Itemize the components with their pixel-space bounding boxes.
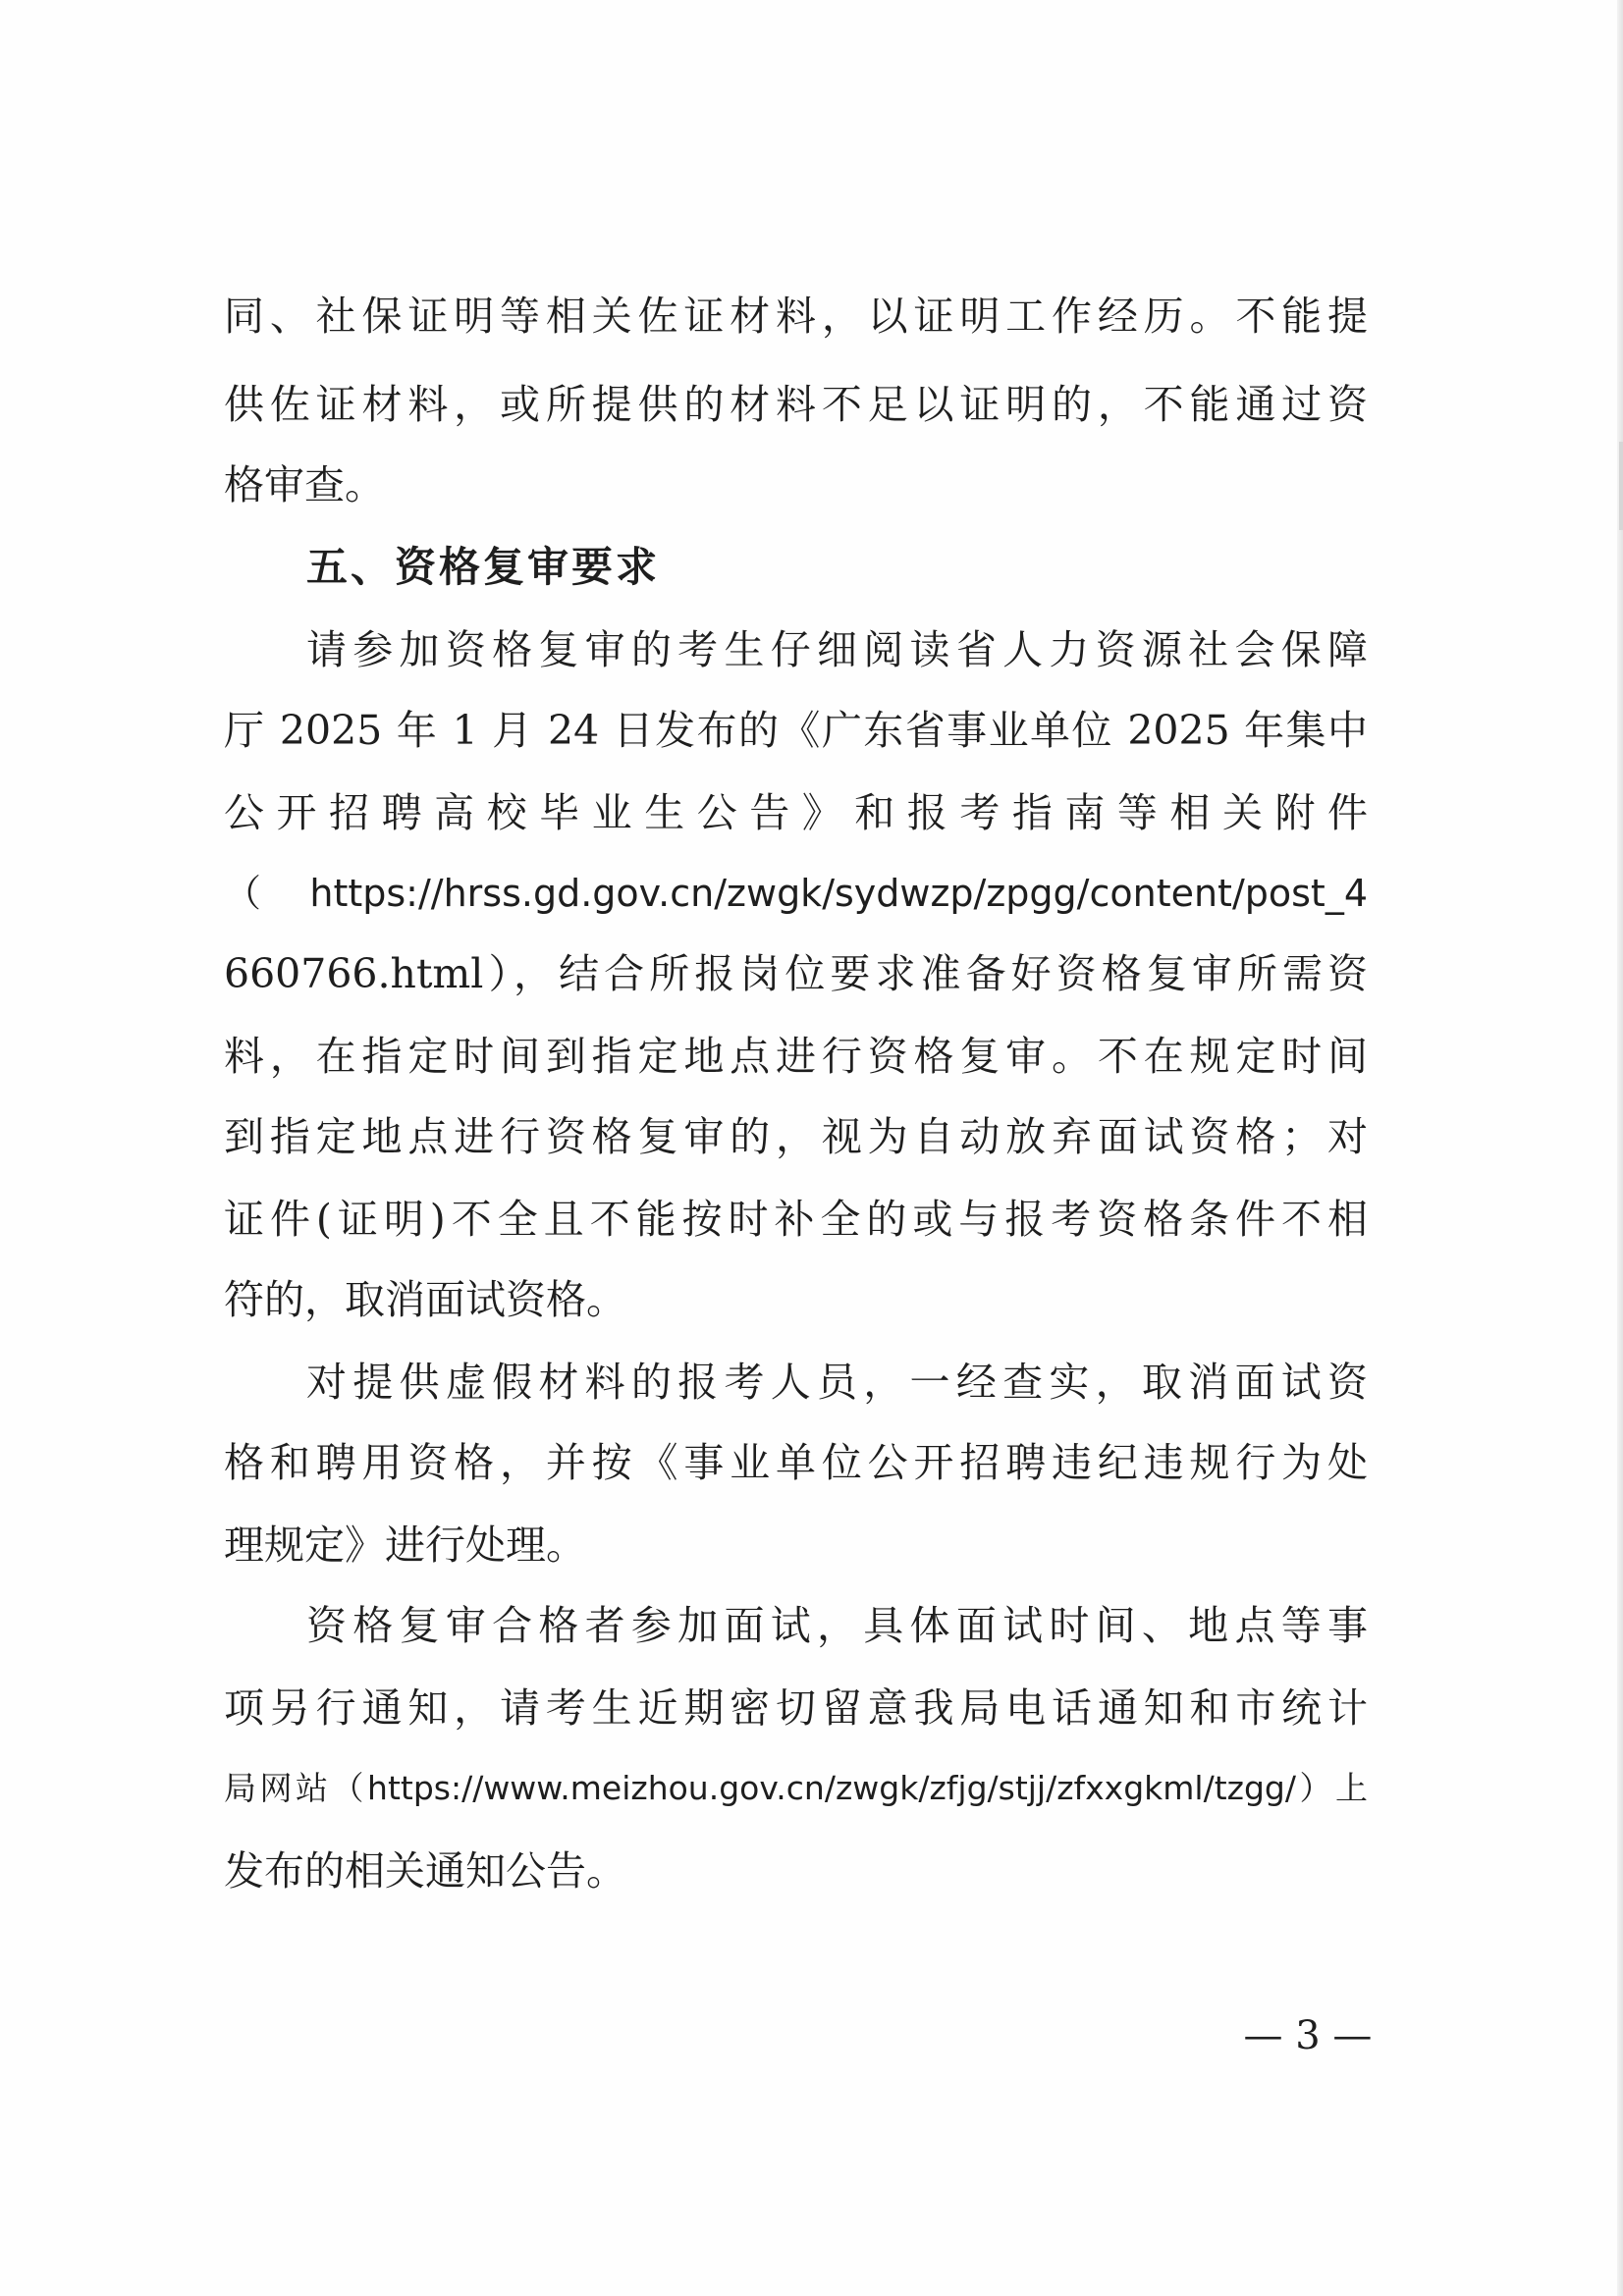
text-line: 项另行通知，请考生近期密切留意我局电话通知和市统计 [224,1684,1368,1732]
text-line: 同、社保证明等相关佐证材料，以证明工作经历。不能提 [224,293,1368,340]
page-number: — 3 — [1243,2013,1373,2058]
text-line-url: （ https://hrss.gd.gov.cn/zwgk/sydwzp/zpgg/content/post_4 [224,872,1368,915]
text-line: 公开招聘高校毕业生公告》和报考指南等相关附件 [224,789,1368,836]
text-line: 格和聘用资格，并按《事业单位公开招聘违纪违规行为处 [224,1439,1368,1486]
scan-edge-mark [1619,442,1623,530]
text-line: 证件(证明)不全且不能按时补全的或与报考资格条件不相 [224,1196,1368,1243]
text-line: 料，在指定时间到指定地点进行资格复审。不在规定时间 [224,1033,1368,1080]
text-line: 660766.html），结合所报岗位要求准备好资格复审所需资 [224,950,1368,997]
text-line: 对提供虚假材料的报考人员，一经查实，取消面试资 [306,1359,1368,1406]
text-line: 发布的相关通知公告。 [224,1847,626,1895]
text-line: 符的，取消面试资格。 [224,1276,626,1323]
text-line-url: 局网站（https://www.meizhou.gov.cn/zwgk/zfjg/stjj/zfxxgkml/tzgg/）上 [224,1769,1368,1807]
text-line: 供佐证材料，或所提供的材料不足以证明的，不能通过资 [224,381,1368,428]
text-line: 格审查。 [224,461,385,508]
text-line: 资格复审合格者参加面试，具体面试时间、地点等事 [306,1602,1368,1649]
section-heading: 五、资格复审要求 [306,543,661,591]
text-line: 厅 2025 年 1 月 24 日发布的《广东省事业单位 2025 年集中 [224,707,1368,754]
text-line: 到指定地点进行资格复审的，视为自动放弃面试资格；对 [224,1113,1368,1160]
text-line: 理规定》进行处理。 [224,1522,586,1569]
text-line: 请参加资格复审的考生仔细阅读省人力资源社会保障 [306,626,1368,673]
scan-edge [1617,0,1623,2296]
